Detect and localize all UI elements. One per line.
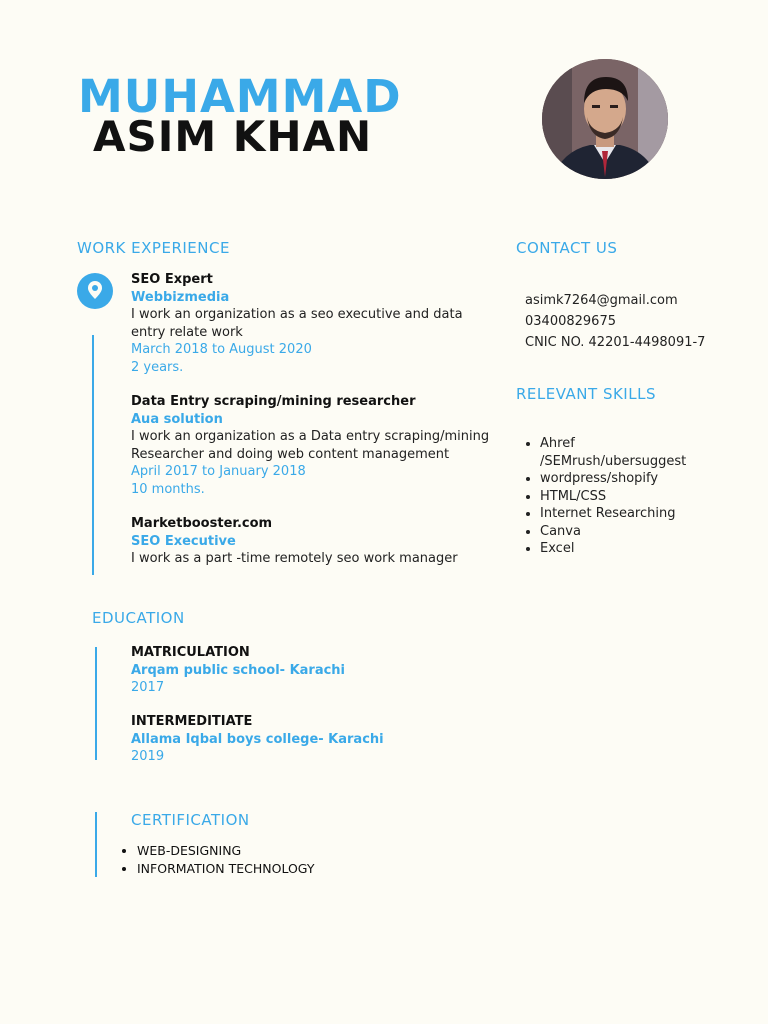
job-entry: [131, 271, 491, 376]
job-description: I work as a part -time remotely seo work manager: [131, 551, 458, 566]
skills-heading: RELEVANT SKILLS: [516, 385, 656, 403]
certification-item: • INFORMATION TECHNOLOGY: [137, 860, 457, 878]
work-experience-heading: WORK EXPERIENCE: [77, 239, 230, 257]
education-level: INTERMEDITIATE: [131, 714, 253, 729]
contact-block: [525, 290, 705, 353]
education-school: Allama Iqbal boys college- Karachi: [131, 731, 384, 747]
job-description: I work an organization as a seo executive and data entry relate work: [131, 307, 463, 340]
skill-item: • Excel: [540, 540, 720, 558]
job-title: Marketbooster.com: [131, 516, 273, 531]
person-photo-illustration: [542, 59, 668, 179]
education-school: Arqam public school- Karachi: [131, 662, 346, 678]
education-entry: [131, 713, 471, 766]
certification-item: • WEB-DESIGNING: [137, 842, 457, 860]
contact-heading: CONTACT US: [516, 239, 618, 257]
job-dates: April 2017 to January 2018: [131, 464, 306, 479]
job-company: Aua solution: [131, 411, 223, 427]
job-dates: March 2018 to August 2020: [131, 342, 312, 357]
skill-item: • Canva: [540, 523, 720, 541]
job-title: SEO Expert: [131, 272, 213, 287]
certification-heading: CERTIFICATION: [131, 811, 250, 829]
job-title: Data Entry scraping/mining researcher: [131, 394, 416, 409]
education-entry: [131, 644, 471, 697]
skill-item: • wordpress/shopify: [540, 470, 720, 488]
education-year: 2019: [131, 749, 165, 764]
job-entry: [131, 515, 491, 568]
job-company: SEO Executive: [131, 533, 236, 549]
location-pin-icon: [77, 273, 113, 309]
job-duration: 10 months.: [131, 481, 205, 497]
name-last: ASIM KHAN: [93, 112, 373, 161]
profile-photo: [542, 59, 668, 179]
education-year: 2017: [131, 680, 165, 695]
name-first: MUHAMMAD: [78, 70, 402, 123]
certification-timeline-bar: [95, 812, 97, 877]
contact-phone[interactable]: 03400829675: [525, 314, 616, 329]
education-timeline-bar: [95, 647, 97, 760]
job-duration: 2 years.: [131, 359, 184, 375]
skills-list: [522, 435, 720, 558]
education-level: MATRICULATION: [131, 645, 250, 660]
job-entry: [131, 393, 491, 498]
work-timeline-bar: [92, 335, 94, 575]
certification-list: [119, 842, 457, 877]
skill-item: • HTML/CSS: [540, 488, 720, 506]
skill-item: • Ahref /SEMrush/ubersuggest: [540, 435, 720, 470]
education-heading: EDUCATION: [92, 609, 185, 627]
contact-email[interactable]: asimk7264@gmail.com: [525, 293, 678, 308]
job-description: I work an organization as a Data entry scraping/mining Researcher and doing web content management: [131, 429, 490, 462]
contact-cnic: CNIC NO. 42201-4498091-7: [525, 335, 706, 350]
skill-item: • Internet Researching: [540, 505, 720, 523]
job-company: Webbizmedia: [131, 289, 230, 305]
